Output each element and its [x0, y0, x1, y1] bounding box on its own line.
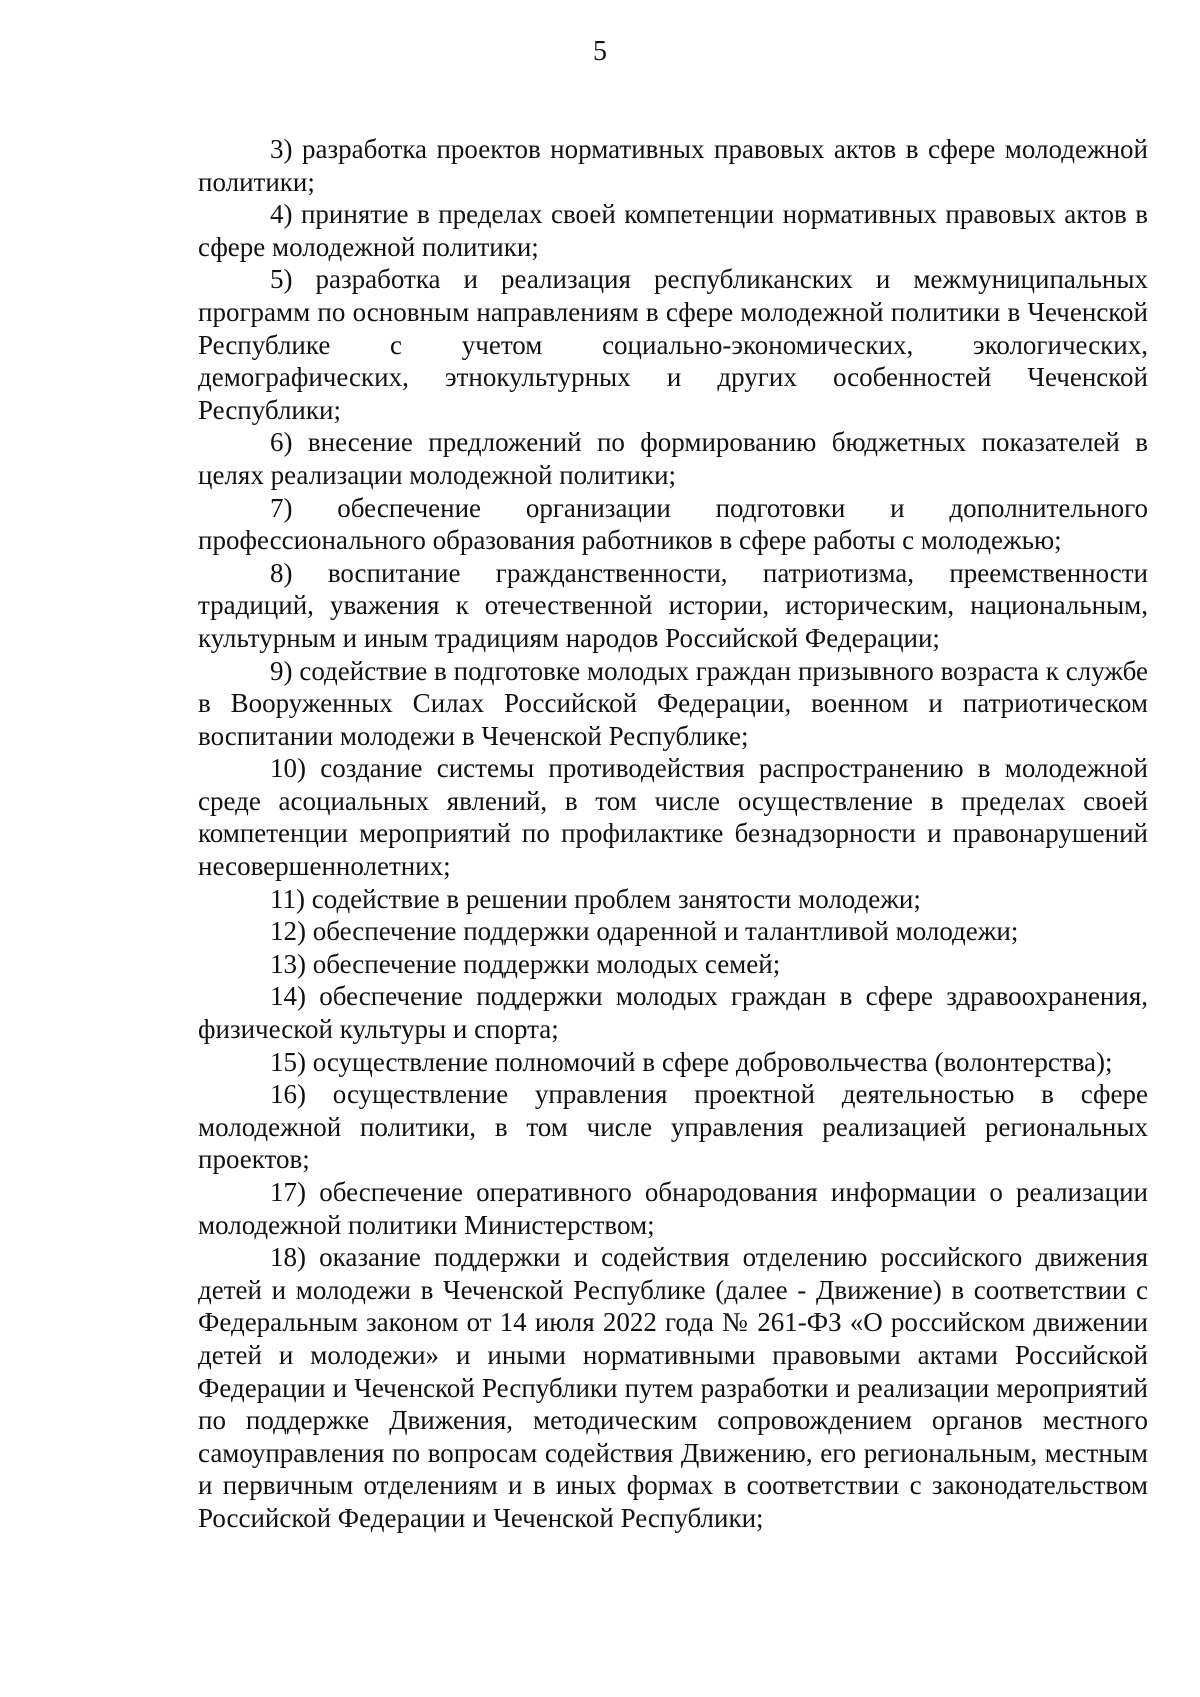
list-item: 4) принятие в пределах своей компетенции нормативных правовых актов в сфере молодежной политики;: [198, 199, 1148, 262]
list-item: 6) внесение предложений по формированию бюджетных показателей в целях реализации молодежной политики;: [198, 427, 1148, 490]
list-item: 12) обеспечение поддержки одаренной и талантливой молодежи;: [270, 916, 1019, 947]
list-item: 13) обеспечение поддержки молодых семей;: [270, 948, 781, 979]
document-body: [198, 133, 1148, 1535]
list-item: 10) создание системы противодействия распространению в молодежной среде асоциальных явлений, в том числе осуществление в пределах своей компетенции мероприятий по профилактике безнадзорности и правонарушений несовершеннолетних;: [198, 753, 1148, 882]
list-item: 17) обеспечение оперативного обнародования информации о реализации молодежной политики Министерством;: [198, 1177, 1148, 1240]
list-item: 9) содействие в подготовке молодых граждан призывного возраста к службе в Вооруженных Силах Российской Федерации, военном и патриотическом воспитании молодежи в Чеченской Республике;: [198, 655, 1148, 751]
list-item: 8) воспитание гражданственности, патриотизма, преемственности традиций, уважения к отечественной истории, историческим, национальным, культурным и иным традициям народов Российской Федерации;: [198, 557, 1148, 653]
list-item: 15) осуществление полномочий в сфере добровольчества (волонтерства);: [270, 1046, 1113, 1077]
list-item: 7) обеспечение организации подготовки и дополнительного профессионального образования работников в сфере работы с молодежью;: [198, 492, 1148, 556]
list-item: 18) оказание поддержки и содействия отделению российского движения детей и молодежи в Чеченской Республике (далее - Движение) в соответствии с Федеральным законом от 14 июля 2022 года № 261-ФЗ «О российском движении детей и молодежи» и иными нормативными правовыми актами Российской Федерации и Чеченской Республики путем разработки и реализации мероприятий по поддержке Движения, методическим сопровождением органов местного самоуправления по вопросам содействия Движению, его региональным, местным и первичным отделениям и в иных формах в соответствии с законодательством Российской Федерации и Чеченской Республики;: [198, 1242, 1148, 1533]
list-item: 16) осуществление управления проектной деятельностью в сфере молодежной политики, в том числе управления реализацией региональных проектов;: [198, 1079, 1148, 1175]
page-number: 5: [593, 36, 607, 67]
list-item: 3) разработка проектов нормативных правовых актов в сфере молодежной политики;: [198, 134, 1148, 197]
list-item: 14) обеспечение поддержки молодых граждан в сфере здравоохранения, физической культуры и спорта;: [198, 981, 1148, 1045]
list-item: 11) содействие в решении проблем занятости молодежи;: [270, 883, 921, 914]
list-item: 5) разработка и реализация республиканских и межмуниципальных программ по основным направлениям в сфере молодежной политики в Чеченской Республике с учетом социально-экономических, экологических, демографических, этнокультурных и других особенностей Чеченской Республики;: [198, 264, 1148, 425]
